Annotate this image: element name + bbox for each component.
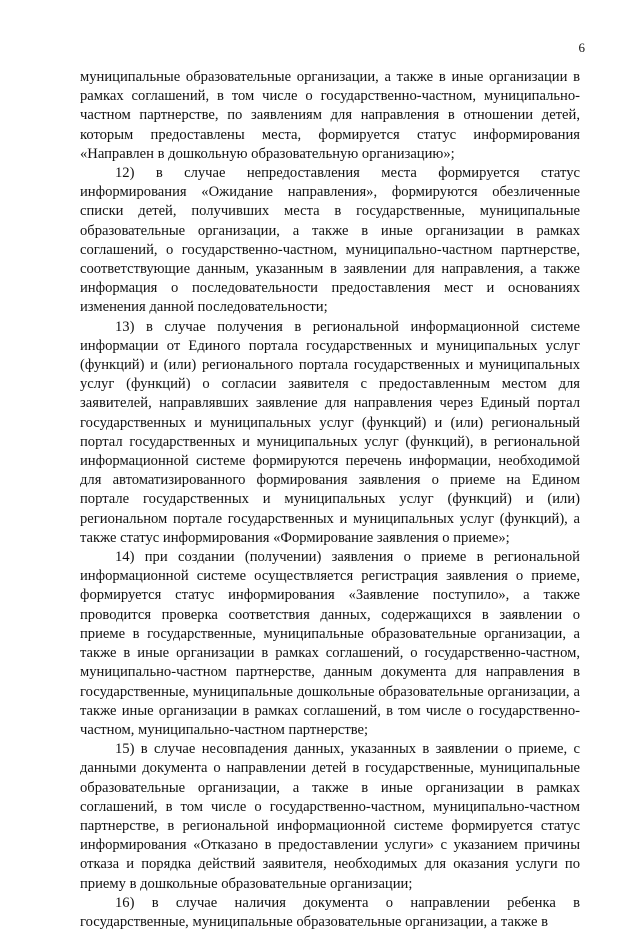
paragraph-item-13: 13) в случае получения в региональной информационной системе информации от Единого портала государственных и муниципальных услуг (функций) и (или) регионального портала государственных и муниципальных услуг (функций) о согласии заявителя с предоставленным местом для заявителей, направлявших заявление для направления через Единый портал государственных и муниципальных услуг (функций) и (или) региональный портал государственных и муниципальных услуг (функций), в региональной информационной системе формируются перечень информации, необходимой для автоматизированного формирования заявления о приеме на Едином портале государственных и муниципальных услуг (функций) и (или) региональном портале государственных и муниципальных услуг (функций), а также статус информирования «Формирование заявления о приеме»; <box>80 318 580 546</box>
paragraph-item-14: 14) при создании (получении) заявления о приеме в региональной информационной системе осуществляется регистрация заявления о приеме, формируется статус информирования «Заявление поступило», а также проводится проверка соответствия данных, содержащихся в заявлении о приеме в государственные, муниципальные образовательные организации, а также в иные организации в рамках соглашений, о государственно-частном, муниципально-частном партнерстве, данным документа для направления в государственные, муниципальные дошкольные образовательные организации, а также иные организации в рамках соглашений, в том числе о государственно-частном, муниципально-частном партнерстве; <box>80 549 580 738</box>
paragraph-continuation: муниципальные образовательные организации, а также в иные организации в рамках соглашений, в том числе о государственно-частном, муниципально-частном партнерстве, по заявлениям для направления в отношении детей, которым предоставлены места, формируется статус информирования «Направлен в дошкольную образовательную организацию»; <box>80 69 580 162</box>
document-body <box>80 68 580 932</box>
page-number: 6 <box>578 40 585 55</box>
paragraph-item-12: 12) в случае непредоставления места формируется статус информирования «Ожидание направления», формируются обезличенные списки детей, получивших места в государственные, муниципальные образовательные организации, а также в иные организации в рамках соглашений, о государственно-частном, муниципально-частном партнерстве, соответствующие данным, указанным в заявлении для направления, а также информация о последовательности предоставления мест и основаниях изменения данной последовательности; <box>80 165 580 316</box>
paragraph-item-15: 15) в случае несовпадения данных, указанных в заявлении о приеме, с данными документа о направлении детей в государственные, муниципальные образовательные организации, а также в иные организации в рамках соглашений, в том числе о государственно-частном, муниципально-частном партнерстве, в региональной информационной системе формируется статус информирования «Отказано в предоставлении услуги» с указанием причины отказа и порядка действий заявителя, необходимых для оказания услуги по приему в дошкольные образовательные организации; <box>80 741 580 892</box>
paragraph-item-16: 16) в случае наличия документа о направлении ребенка в государственные, муниципальные образовательные организации, а также в <box>80 894 580 930</box>
